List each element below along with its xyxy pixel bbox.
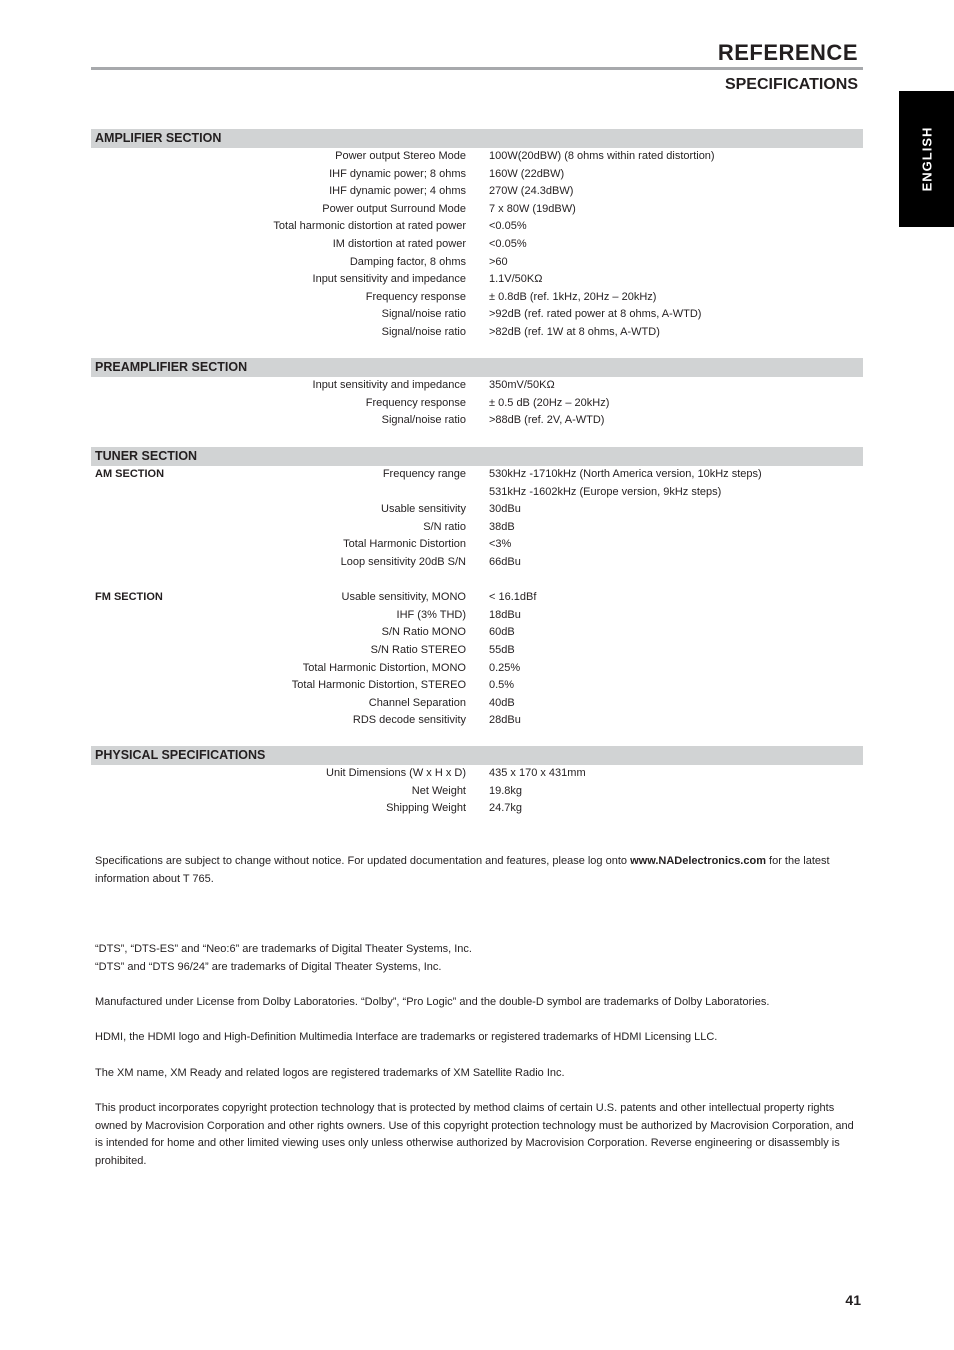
spec-value: >82dB (ref. 1W at 8 ohms, A-WTD): [489, 325, 660, 338]
spec-row: [91, 306, 863, 324]
spec-value: >88dB (ref. 2V, A-WTD): [489, 414, 605, 427]
spec-row: [91, 148, 863, 166]
subsection-title: AM SECTION: [95, 468, 165, 480]
spec-value: < 16.1dBf: [489, 591, 537, 604]
hdmi-trademark: HDMI, the HDMI logo and High-Definition Multimedia Interface are trademarks or registered trademarks of HDMI Licensing LLC.: [95, 1031, 718, 1043]
spec-row: [91, 271, 863, 289]
spec-row: [91, 660, 863, 678]
spec-row: [91, 695, 863, 713]
physical-section-header: PHYSICAL SPECIFICATIONS: [91, 746, 863, 765]
spec-label: Total harmonic distortion at rated power: [273, 220, 466, 233]
spec-label: IHF dynamic power; 8 ohms: [329, 167, 466, 180]
spec-row: [91, 800, 863, 818]
spec-value: 531kHz -1602kHz (Europe version, 9kHz steps): [489, 485, 722, 498]
amplifier-section: [91, 129, 863, 342]
spec-value: 28dBu: [489, 714, 521, 727]
spec-value: 60dB: [489, 626, 515, 639]
spec-row: [91, 254, 863, 272]
spec-row: [91, 677, 863, 695]
spec-label: S/N Ratio MONO: [381, 626, 466, 639]
spec-label: Frequency range: [382, 468, 466, 480]
page-number: 41: [845, 1292, 861, 1308]
spec-row: [91, 412, 863, 430]
spec-label: Signal/noise ratio: [381, 325, 466, 338]
preamplifier-spec-list: [91, 377, 863, 430]
spec-value: 40dB: [489, 696, 515, 709]
tuner-spec-list: [91, 466, 863, 730]
spec-label: Frequency response: [365, 396, 466, 409]
spec-value: 7 x 80W (19dBW): [489, 202, 576, 215]
spec-row: [91, 624, 863, 642]
spec-label: Total Harmonic Distortion: [343, 538, 466, 551]
spec-row: [91, 607, 863, 625]
spec-label: Signal/noise ratio: [381, 308, 466, 321]
tuner-section-header: TUNER SECTION: [91, 447, 863, 466]
website-link[interactable]: www.NADelectronics.com: [630, 855, 766, 867]
spec-label: Channel Separation: [368, 696, 466, 709]
dts-trademark-2: “DTS” and “DTS 96/24” are trademarks of Digital Theater Systems, Inc.: [95, 961, 442, 973]
notice-text-end: for the latest information about T 765.: [95, 855, 830, 885]
spec-label: Unit Dimensions (W x H x D): [326, 767, 466, 779]
spec-label: Total Harmonic Distortion, MONO: [302, 661, 466, 674]
tuner-section: [91, 447, 863, 730]
spec-row: [91, 377, 863, 395]
spec-label: Net Weight: [411, 784, 466, 797]
spec-label: Usable sensitivity: [381, 503, 466, 516]
spec-value: 530kHz -1710kHz (North America version, 10kHz steps): [489, 468, 762, 480]
spec-row: [91, 395, 863, 413]
spec-row: [91, 324, 863, 342]
spec-value: <3%: [489, 538, 512, 551]
spec-row: [91, 201, 863, 219]
spec-value: 30dBu: [489, 503, 521, 516]
spec-label: S/N ratio: [423, 520, 466, 533]
spec-row: [91, 536, 863, 554]
subsection-title: FM SECTION: [95, 591, 163, 604]
language-tab: [899, 91, 954, 227]
spec-row: [91, 183, 863, 201]
spec-row: [91, 783, 863, 801]
spec-value: 0.25%: [489, 661, 521, 674]
spec-row: [91, 166, 863, 184]
spec-label: Power output Stereo Mode: [335, 150, 466, 162]
spec-label: IHF (3% THD): [396, 608, 466, 621]
spec-value: 55dB: [489, 643, 515, 656]
spec-value: 38dB: [489, 520, 515, 533]
spec-value: ± 0.8dB (ref. 1kHz, 20Hz – 20kHz): [489, 290, 657, 303]
spec-value: 270W (24.3dBW): [489, 185, 574, 198]
spec-row: [91, 554, 863, 572]
preamplifier-section-header: PREAMPLIFIER SECTION: [91, 358, 863, 377]
spec-value: 19.8kg: [489, 784, 523, 797]
page-subtitle: SPECIFICATIONS: [724, 76, 858, 93]
preamplifier-section: [91, 358, 863, 430]
spec-label: Signal/noise ratio: [381, 414, 466, 427]
spec-label: Input sensitivity and impedance: [312, 379, 466, 391]
spec-label: Damping factor, 8 ohms: [349, 255, 466, 268]
spec-value: 435 x 170 x 431mm: [489, 767, 586, 779]
spec-value: 18dBu: [489, 608, 521, 621]
notice-text: Specifications are subject to change without notice. For updated documentation and features, please log onto: [95, 855, 631, 867]
subsection-spacer: [91, 572, 863, 590]
spec-row: [91, 289, 863, 307]
spec-value: >92dB (ref. rated power at 8 ohms, A-WTD): [489, 308, 702, 321]
spec-value: 0.5%: [489, 679, 515, 692]
spec-value: <0.05%: [489, 237, 527, 250]
amplifier-spec-list: [91, 148, 863, 342]
spec-value: >60: [489, 255, 508, 268]
spec-row: [91, 765, 863, 783]
language-tab-label: ENGLISH: [919, 126, 934, 192]
spec-label: Shipping Weight: [386, 802, 466, 815]
spec-row: [91, 466, 863, 484]
spec-value: 66dBu: [489, 555, 521, 568]
spec-label: RDS decode sensitivity: [352, 714, 466, 727]
xm-trademark: The XM name, XM Ready and related logos are registered trademarks of XM Satellite Radio Inc.: [95, 1067, 565, 1079]
spec-label: IM distortion at rated power: [332, 237, 466, 250]
spec-row: [91, 642, 863, 660]
physical-spec-list: [91, 765, 863, 818]
macrovision-notice: This product incorporates copyright protection technology that is protected by method claims of certain U.S. patents and other intellectual property rights owned by Macrovision Corporation and other rights owners. Use of this copyright protection technology must be authorized by Macrovision Corporation, and is intended for home and other limited viewing uses only unless otherwise authorized by Macrovision Corporation. Reverse engineering or disassembly is prohibited.: [95, 1102, 854, 1167]
spec-value: 350mV/50KΩ: [489, 379, 555, 391]
spec-row: [91, 484, 863, 502]
dts-trademark-1: “DTS”, “DTS-ES” and “Neo:6” are trademarks of Digital Theater Systems, Inc.: [95, 943, 472, 955]
spec-row: [91, 589, 863, 607]
spec-value: 1.1V/50KΩ: [489, 273, 543, 286]
spec-row: [91, 218, 863, 236]
page-title: REFERENCE: [717, 40, 858, 65]
spec-label: IHF dynamic power; 4 ohms: [329, 185, 466, 198]
dolby-trademark: Manufactured under License from Dolby Laboratories. “Dolby”, “Pro Logic” and the double-D symbol are trademarks of Dolby Laboratories.: [95, 996, 770, 1008]
spec-value: 160W (22dBW): [489, 167, 565, 180]
spec-change-notice: [95, 853, 855, 888]
spec-value: <0.05%: [489, 220, 527, 233]
header-divider: [91, 67, 863, 70]
spec-label: Usable sensitivity, MONO: [341, 591, 466, 604]
spec-value: 100W(20dBW) (8 ohms within rated distortion): [489, 150, 715, 162]
spec-label: Input sensitivity and impedance: [312, 273, 466, 286]
spec-value: ± 0.5 dB (20Hz – 20kHz): [489, 396, 610, 409]
spec-label: S/N Ratio STEREO: [370, 643, 466, 656]
spec-row: [91, 236, 863, 254]
spec-row: [91, 519, 863, 537]
physical-section: [91, 746, 863, 818]
spec-label: Power output Surround Mode: [322, 202, 466, 215]
spec-row: [91, 501, 863, 519]
spec-value: 24.7kg: [489, 802, 523, 815]
spec-row: [91, 712, 863, 730]
amplifier-section-header: AMPLIFIER SECTION: [91, 129, 863, 148]
spec-label: Loop sensitivity 20dB S/N: [340, 555, 466, 568]
spec-label: Total Harmonic Distortion, STEREO: [291, 679, 466, 692]
spec-label: Frequency response: [365, 290, 466, 303]
